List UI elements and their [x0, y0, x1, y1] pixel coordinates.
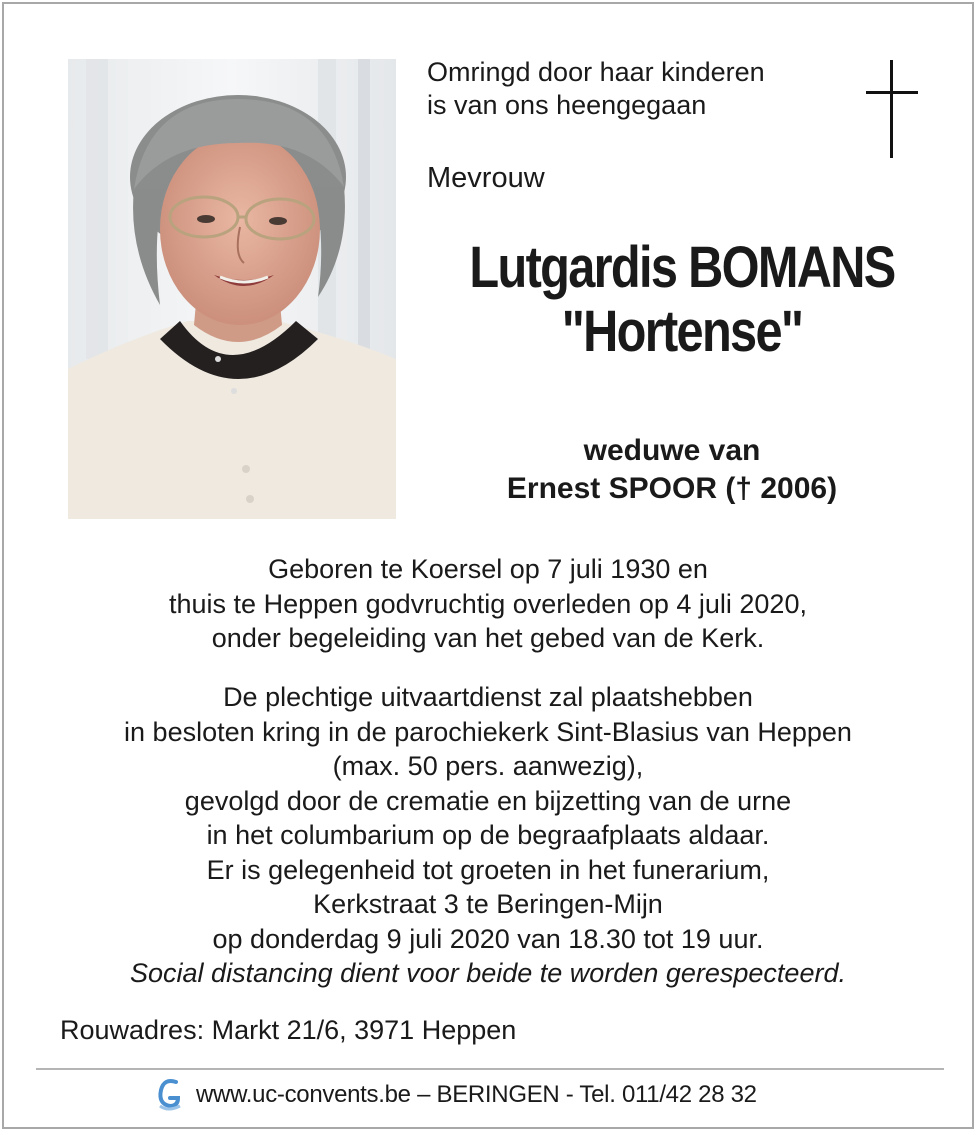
text-line: in het columbarium op de begraafplaats aldaar. — [206, 820, 770, 850]
text-line: onder begeleiding van het gebed van de Kerk. — [211, 623, 765, 653]
text-line: (max. 50 pers. aanwezig), — [332, 751, 644, 781]
spouse-line: weduwe van — [583, 434, 761, 467]
name-line: Lutgardis BOMANS — [469, 235, 895, 300]
spouse-info — [412, 432, 932, 508]
text-line: thuis te Heppen godvruchtig overleden op 4 juli 2020, — [169, 588, 807, 619]
divider — [36, 1068, 944, 1070]
text-line: Kerkstraat 3 te Beringen-Mijn — [313, 889, 663, 919]
text-line: Er is gelegenheid tot groeten in het funerarium, — [206, 854, 770, 885]
text-line: op donderdag 9 juli 2020 van 18.30 tot 19 uur. — [212, 923, 764, 954]
footer-contact: www.uc-convents.be – BERINGEN - Tel. 011/42 28 32 — [196, 1081, 757, 1108]
text-line: gevolgd door de crematie en bijzetting van de urne — [184, 785, 792, 816]
honorific: Mevrouw — [427, 162, 545, 194]
intro-line: is van ons heengegaan — [427, 90, 707, 120]
spouse-line: Ernest SPOOR († 2006) — [506, 472, 838, 505]
text-line: Geboren te Koersel op 7 juli 1930 en — [268, 554, 708, 584]
footer — [150, 1076, 850, 1112]
intro-text — [427, 56, 765, 122]
intro-line: Omringd door haar kinderen — [427, 57, 765, 87]
birth-death-paragraph — [30, 552, 946, 656]
portrait-photo — [68, 59, 396, 519]
deceased-name — [455, 236, 909, 364]
distancing-note: Social distancing dient voor beide te worden gerespecteerd. — [130, 958, 846, 988]
nickname-line: "Hortense" — [561, 299, 803, 364]
text-line: in besloten kring in de parochiekerk Sint-Blasius van Heppen — [124, 716, 852, 747]
uc-convents-logo-icon — [154, 1076, 184, 1117]
cross-icon — [862, 60, 922, 165]
text-line: De plechtige uitvaartdienst zal plaatshebben — [223, 682, 753, 712]
funeral-service-paragraph — [30, 680, 946, 991]
mourning-address: Rouwadres: Markt 21/6, 3971 Heppen — [60, 1015, 517, 1045]
